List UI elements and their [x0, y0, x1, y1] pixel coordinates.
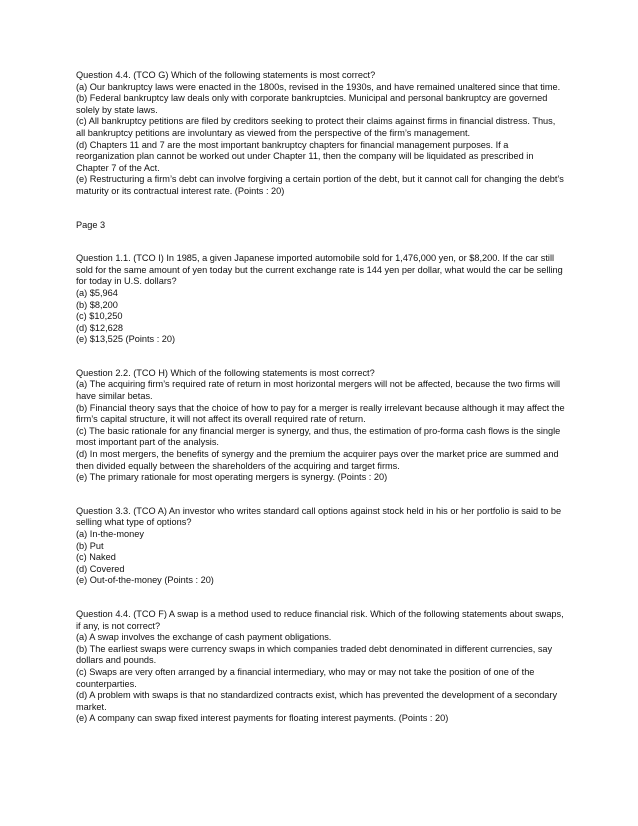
spacer — [76, 484, 566, 506]
answer-option-b: (b) The earliest swaps were currency swaps in which companies traded debt denominated in different currencies, say dollars and pounds. — [76, 643, 553, 666]
answer-option-d: (d) Chapters 11 and 7 are the most important bankruptcy chapters for financial management purposes. If a reorganization plan cannot be worked out under Chapter 11, then the company will be liquidated as prescribed in Chapter 7 of the Act. — [76, 139, 534, 173]
answer-option-e: (e) Restructuring a firm’s debt can involve forgiving a certain portion of the debt, but it cannot call for changing the debt’s maturity or its contractual interest rate. (Points : 20) — [76, 174, 564, 196]
answer-option-d: (d) A problem with swaps is that no standardized contracts exist, which has prevented the development of a secondary market. — [76, 690, 558, 712]
answer-option-c: (c) Swaps are very often arranged by a financial intermediary, who may or may not take the position of one of the counterparties. — [76, 666, 535, 689]
answer-option-b: (b) Financial theory says that the choice of how to pay for a merger is really irrelevant because although it may affect the firm’s capital structure, it will not affect its overall required rate of return. — [76, 402, 565, 425]
answer-option-d: (d) $12,628 — [76, 322, 123, 333]
answer-option-b: (b) $8,200 — [76, 299, 118, 310]
question-block-options — [76, 506, 566, 587]
answer-option-e: (e) $13,525 (Points : 20) — [76, 334, 176, 345]
answer-option-c: (c) All bankruptcy petitions are filed by creditors seeking to protect their claims against firms in financial distress. Thus, all bankruptcy petitions are involuntary as viewed from the perspective of the firm’s management. — [76, 116, 556, 138]
question-text: Question 4.4. (TCO G) Which of the following statements is most correct? — [76, 70, 376, 80]
answer-option-e: (e) The primary rationale for most operating mergers is synergy. (Points : 20) — [76, 472, 388, 483]
page-number-label: Page 3 — [76, 219, 106, 230]
answer-option-b: (b) Put — [76, 540, 104, 551]
spacer — [76, 587, 566, 609]
question-block-bankruptcy — [76, 70, 566, 198]
answer-option-c: (c) $10,250 — [76, 311, 123, 322]
answer-option-a: (a) In-the-money — [76, 529, 144, 539]
spacer — [76, 231, 566, 253]
answer-option-a: (a) Our bankruptcy laws were enacted in the 1800s, revised in the 1930s, and have remained unaltered since that time. — [76, 81, 561, 92]
answer-option-c: (c) Naked — [76, 552, 116, 563]
answer-option-d: (d) In most mergers, the benefits of synergy and the premium the acquirer pays over the market price are summed and then divided equally between the shareholders of the acquiring and target firms. — [76, 449, 559, 471]
answer-option-e: (e) Out-of-the-money (Points : 20) — [76, 575, 214, 586]
question-block-mergers — [76, 368, 566, 484]
answer-option-a: (a) The acquiring firm’s required rate of return in most horizontal mergers will not be affected, because the two firms will have similar betas. — [76, 379, 561, 402]
answer-option-e: (e) A company can swap fixed interest payments for floating interest payments. (Points : 20) — [76, 713, 449, 724]
question-text: Question 3.3. (TCO A) An investor who writes standard call options against stock held in his or her portfolio is said to be selling what type of options? — [76, 505, 562, 528]
document-page — [76, 70, 566, 725]
question-text: Question 4.4. (TCO F) A swap is a method used to reduce financial risk. Which of the following statements about swaps, if any, is not correct? — [76, 608, 564, 631]
answer-option-d: (d) Covered — [76, 563, 125, 574]
question-text: Question 2.2. (TCO H) Which of the following statements is most correct? — [76, 367, 375, 378]
spacer — [76, 346, 566, 368]
answer-option-a: (a) $5,964 — [76, 287, 118, 298]
spacer — [76, 198, 566, 220]
question-block-swaps — [76, 609, 566, 725]
answer-option-a: (a) A swap involves the exchange of cash payment obligations. — [76, 632, 332, 643]
answer-option-c: (c) The basic rationale for any financial merger is synergy, and thus, the estimation of pro-forma cash flows is the single most important part of the analysis. — [76, 425, 561, 448]
answer-option-b: (b) Federal bankruptcy law deals only with corporate bankruptcies. Municipal and personal bankruptcy are governed solely by state laws. — [76, 93, 548, 115]
question-text: Question 1.1. (TCO I) In 1985, a given Japanese imported automobile sold for 1,476,000 yen, or $8,200. If the car still sold for the same amount of yen today but the current exchange rate is 144 yen per dollar, what would the car be selling for today in U.S. dollars? — [76, 253, 563, 287]
question-block-exchange-rate — [76, 253, 566, 346]
